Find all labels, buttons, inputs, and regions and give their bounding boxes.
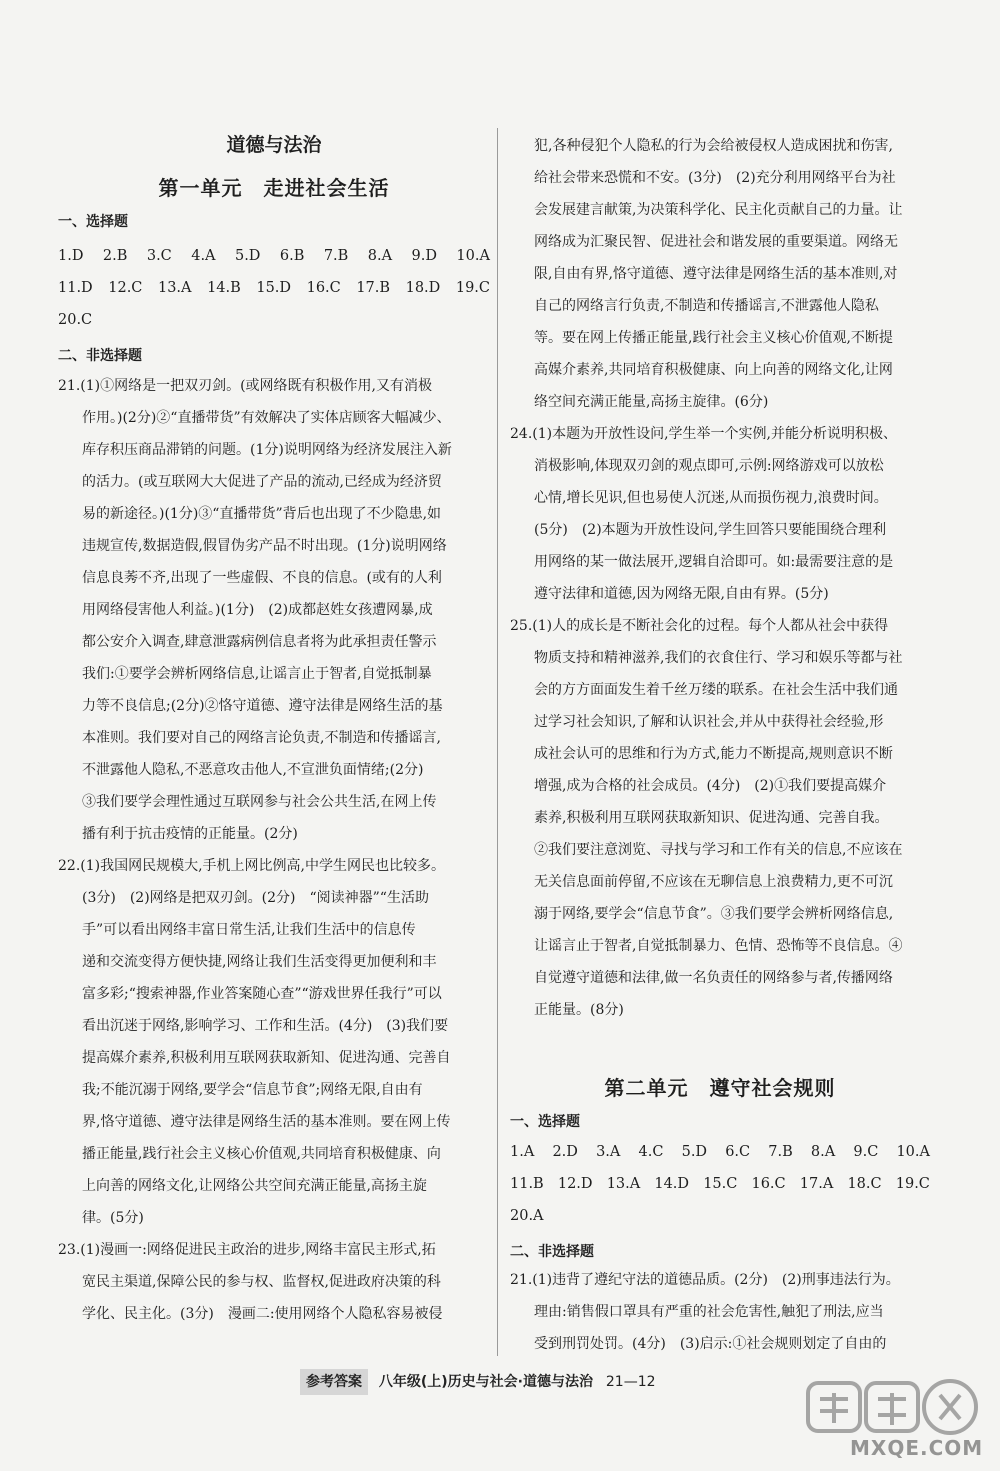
text-line: 用网络侵害他人利益。)(1分) (2)成都赵姓女孩遭网暴,成 — [82, 602, 433, 618]
unit1-section-choice: 一、选择题 — [58, 214, 128, 230]
answer-item: 19.C — [455, 280, 490, 296]
answer-item: 8.A — [810, 1144, 836, 1160]
unit1-section-nonchoice: 二、非选择题 — [58, 348, 142, 364]
answer-item: 14.B — [207, 280, 241, 296]
unit1-answer-row-2 — [58, 278, 490, 298]
unit2-section-choice: 一、选择题 — [510, 1114, 580, 1130]
answer-item: 9.C — [853, 1144, 879, 1160]
answer-item: 19.C — [895, 1176, 930, 1192]
text-line: ③我们要学会理性通过互联网参与社会公共生活,在网上传 — [82, 794, 437, 810]
text-line: 22.(1)我国网民规模大,手机上网比例高,中学生网民也比较多。 — [58, 858, 445, 874]
answer-item: 20.A — [510, 1208, 544, 1224]
text-line: 本准则。我们要对自己的网络言论负责,不制造和传播谣言, — [82, 730, 441, 746]
text-line: 宽民主渠道,保障公民的参与权、监督权,促进政府决策的科 — [82, 1274, 441, 1290]
text-line: 遵守法律和道德,因为网络无限,自由有界。(5分) — [534, 586, 829, 602]
answer-item: 1.D — [58, 248, 84, 264]
answer-item: 1.A — [510, 1144, 535, 1160]
text-line: 21.(1)违背了遵纪守法的道德品质。(2分) (2)刑事违法行为。 — [510, 1272, 900, 1288]
answer-item: 17.B — [356, 280, 391, 296]
text-line: 正能量。(8分) — [534, 1002, 624, 1018]
text-line: 会发展建言献策,为决策科学化、民主化贡献自己的力量。让 — [534, 202, 903, 218]
text-line: 上向善的网络文化,让网络公共空间充满正能量,高扬主旋 — [82, 1178, 427, 1194]
unit2-answer-row-2 — [510, 1174, 930, 1194]
text-line: ②我们要注意浏览、寻找与学习和工作有关的信息,不应该在 — [534, 842, 903, 858]
text-line: 递和交流变得方便快捷,网络让我们生活变得更加便利和丰 — [82, 954, 437, 970]
answer-item: 3.C — [146, 248, 172, 264]
answer-item: 6.C — [725, 1144, 751, 1160]
text-line: 违规宣传,数据造假,假冒伪劣产品不时出现。(1分)说明网络 — [82, 538, 447, 554]
footer-label: 参考答案 — [300, 1369, 368, 1395]
text-line: 会的方方面面发生着千丝万缕的联系。在社会生活中我们通 — [534, 682, 898, 698]
text-line: (5分) (2)本题为开放性设问,学生回答只要能围绕合理利 — [534, 522, 887, 538]
unit1-answer-row-1 — [58, 246, 490, 266]
text-line: 我们:①要学会辨析网络信息,让谣言止于智者,自觉抵制暴 — [82, 666, 432, 682]
text-line: 受到刑罚处罚。(4分) (3)启示:①社会规则划定了自由的 — [534, 1336, 887, 1352]
answer-item: 17.A — [799, 1176, 834, 1192]
answer-item: 14.D — [654, 1176, 690, 1192]
page-footer — [300, 1369, 680, 1395]
answer-item: 16.C — [751, 1176, 786, 1192]
text-line: 素养,积极利用互联网获取新知识、促进沟通、完善自我。 — [534, 810, 889, 826]
text-line: 的活力。(或互联网大大促进了产品的流动,已经成为经济贸 — [82, 474, 442, 490]
watermark-text: MXQE.COM — [850, 1436, 984, 1460]
text-line: 播有利于抗击疫情的正能量。(2分) — [82, 826, 298, 842]
answer-item: 15.D — [256, 280, 292, 296]
answer-item: 4.C — [638, 1144, 664, 1160]
text-line: (3分) (2)网络是把双刃剑。(2分) “阅读神器”“生活助 — [82, 890, 429, 906]
text-line: 易的新途径。)(1分)③“直播带货”背后也出现了不少隐患,如 — [82, 506, 442, 522]
text-line: 理由:销售假口罩具有严重的社会危害性,触犯了刑法,应当 — [534, 1304, 884, 1320]
text-line: 高媒介素养,共同培育积极健康、向上向善的网络文化,让网 — [534, 362, 893, 378]
text-line: 25.(1)人的成长是不断社会化的过程。每个人都从社会中获得 — [510, 618, 889, 634]
text-line: 库存积压商品滞销的问题。(1分)说明网络为经济发展注入新 — [82, 442, 452, 458]
text-line: 力等不良信息;(2分)②恪守道德、遵守法律是网络生活的基 — [82, 698, 443, 714]
text-line: 过学习社会知识,了解和认识社会,并从中获得社会经验,形 — [534, 714, 884, 730]
answer-item: 6.B — [279, 248, 305, 264]
text-line: 作用。)(2分)②“直播带货”有效解决了实体店顾客大幅减少、 — [82, 410, 451, 426]
answer-item: 8.A — [367, 248, 393, 264]
text-line: 21.(1)①网络是一把双刃剑。(或网络既有积极作用,又有消极 — [58, 378, 433, 394]
unit2-answer-row-1 — [510, 1142, 930, 1162]
text-line: 等。要在网上传播正能量,践行社会主义核心价值观,不断提 — [534, 330, 893, 346]
text-line: 23.(1)漫画一:网络促进民主政治的进步,网络丰富民主形式,拓 — [58, 1242, 436, 1258]
answer-item: 9.D — [411, 248, 437, 264]
answer-item: 13.A — [606, 1176, 641, 1192]
answer-item: 12.D — [557, 1176, 593, 1192]
text-line: 自己的网络言行负责,不制造和传播谣言,不泄露他人隐私 — [534, 298, 879, 314]
text-line: 播正能量,践行社会主义核心价值观,共同培育积极健康、向 — [82, 1146, 441, 1162]
answer-item: 11.D — [58, 280, 93, 296]
unit2-answers-text — [510, 1264, 930, 1360]
text-line: 让谣言止于智者,自觉抵制暴力、色情、恐怖等不良信息。④ — [534, 938, 903, 954]
answer-item: 7.B — [323, 248, 349, 264]
text-line: 溺于网络,要学会“信息节食”。③我们要学会辨析网络信息, — [534, 906, 894, 922]
answer-item: 18.C — [847, 1176, 882, 1192]
unit1-title: 第一单元 走进社会生活 — [158, 176, 390, 200]
text-line: 24.(1)本题为开放性设问,学生举一个实例,并能分析说明积极、 — [510, 426, 897, 442]
answer-item: 11.B — [510, 1176, 544, 1192]
text-line: 我;不能沉溺于网络,要学会“信息节食”;网络无限,自由有 — [82, 1082, 423, 1098]
page-number: 21—12 — [605, 1374, 656, 1390]
answer-item: 15.C — [703, 1176, 738, 1192]
answer-item: 10.A — [896, 1144, 930, 1160]
answer-item: 10.A — [456, 248, 490, 264]
column-divider — [497, 128, 498, 1356]
answer-item: 2.D — [552, 1144, 578, 1160]
unit2-section-nonchoice: 二、非选择题 — [510, 1244, 594, 1260]
text-line: 心情,增长见识,但也易使人沉迷,从而损伤视力,浪费时间。 — [534, 490, 888, 506]
text-line: 律。(5分) — [82, 1210, 144, 1226]
text-line: 都公安介入调查,肆意泄露病例信息者将为此承担责任警示 — [82, 634, 437, 650]
unit2-title: 第二单元 遵守社会规则 — [604, 1076, 836, 1100]
text-line: 限,自由有界,恪守道德、遵守法律是网络生活的基本准则,对 — [534, 266, 898, 282]
text-line: 网络成为汇聚民智、促进社会和谐发展的重要渠道。网络无 — [534, 234, 898, 250]
text-line: 界,恪守道德、遵守法律是网络生活的基本准则。要在网上传 — [82, 1114, 451, 1130]
answer-item: 2.B — [102, 248, 128, 264]
answer-item: 20.C — [58, 312, 93, 328]
footer-subject: 八年级(上)历史与社会·道德与法治 — [378, 1374, 593, 1390]
answer-item: 16.C — [306, 280, 341, 296]
unit2-answer-row-3 — [510, 1206, 930, 1226]
text-line: 手”可以看出网络丰富日常生活,让我们生活中的信息传 — [82, 922, 416, 938]
answer-item: 5.D — [234, 248, 261, 264]
unit1-answers-text-left — [58, 370, 490, 1330]
text-line: 看出沉迷于网络,影响学习、工作和生活。(4分) (3)我们要 — [82, 1018, 449, 1034]
text-line: 物质支持和精神滋养,我们的衣食住行、学习和娱乐等都与社 — [534, 650, 903, 666]
unit1-answer-row-3 — [58, 310, 490, 330]
text-line: 不泄露他人隐私,不恶意攻击他人,不宣泄负面情绪;(2分) — [82, 762, 424, 778]
text-line: 用网络的某一做法展开,逻辑自洽即可。如:最需要注意的是 — [534, 554, 894, 570]
text-line: 消极影响,体现双刃剑的观点即可,示例:网络游戏可以放松 — [534, 458, 884, 474]
answer-item: 13.A — [157, 280, 192, 296]
answer-item: 4.A — [191, 248, 216, 264]
text-line: 给社会带来恐慌和不安。(3分) (2)充分利用网络平台为社 — [534, 170, 896, 186]
answer-item: 7.B — [768, 1144, 793, 1160]
text-line: 自觉遵守道德和法律,做一名负责任的网络参与者,传播网络 — [534, 970, 893, 986]
answer-item: 18.D — [405, 280, 441, 296]
text-line: 增强,成为合格的社会成员。(4分) (2)①我们要提高媒介 — [534, 778, 887, 794]
text-line: 信息良莠不齐,出现了一些虚假、不良的信息。(或有的人利 — [82, 570, 442, 586]
answer-item: 12.C — [108, 280, 143, 296]
text-line: 提高媒介素养,积极利用互联网获取新知、促进沟通、完善自 — [82, 1050, 451, 1066]
text-line: 富多彩;“搜索神器,作业答案随心查”“游戏世界任我行”可以 — [82, 986, 442, 1002]
text-line: 络空间充满正能量,高扬主旋律。(6分) — [534, 394, 769, 410]
text-line: 成社会认可的思维和行为方式,能力不断提高,规则意识不断 — [534, 746, 893, 762]
answer-item: 5.D — [681, 1144, 708, 1160]
text-line: 无关信息面前停留,不应该在无聊信息上浪费精力,更不可沉 — [534, 874, 893, 890]
unit1-answers-text-right — [510, 130, 930, 1026]
answer-item: 3.A — [596, 1144, 621, 1160]
page-title: 道德与法治 — [226, 134, 322, 156]
text-line: 犯,各种侵犯个人隐私的行为会给被侵权人造成困扰和伤害, — [534, 138, 893, 154]
text-line: 学化、民主化。(3分) 漫画二:使用网络个人隐私容易被侵 — [82, 1306, 443, 1322]
